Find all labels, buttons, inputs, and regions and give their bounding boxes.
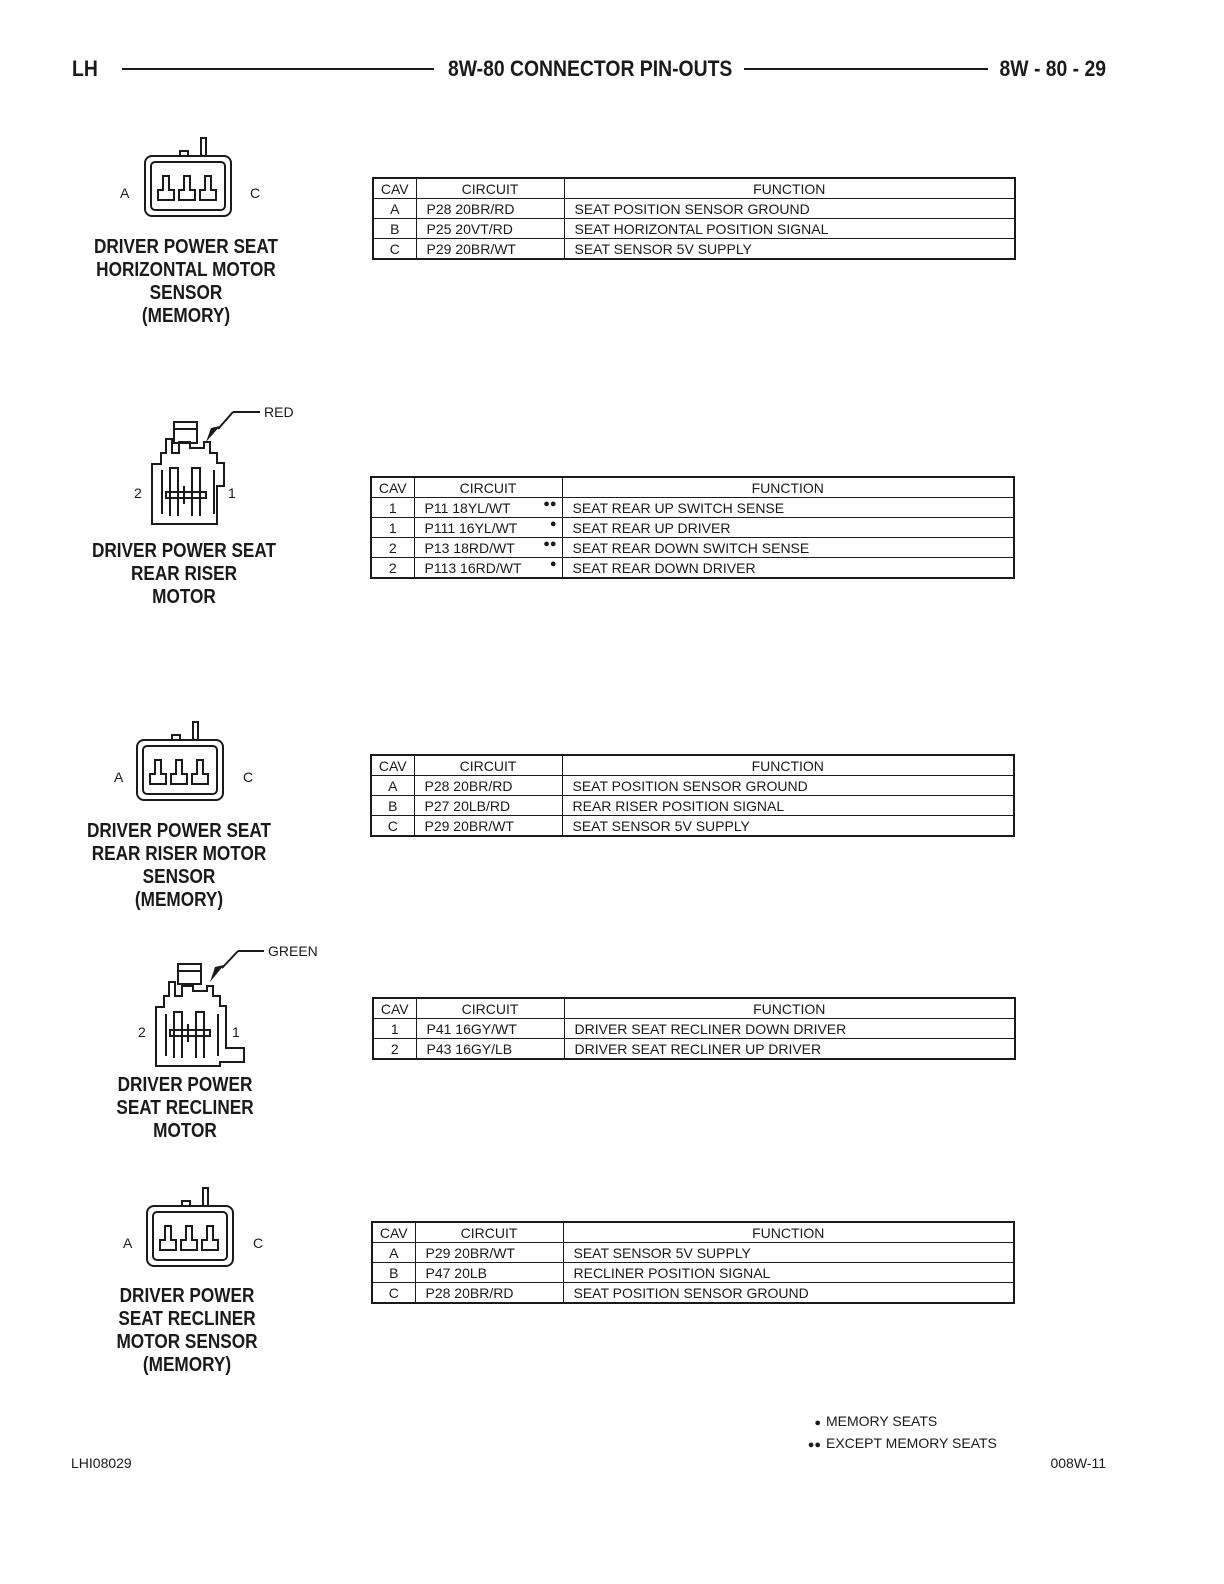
pinout-table <box>370 476 1015 579</box>
col-header-function: FUNCTION <box>564 998 1015 1019</box>
table-row <box>371 518 1014 538</box>
table-row <box>371 558 1014 579</box>
function-cell: SEAT SENSOR 5V SUPPLY <box>564 239 1015 260</box>
function-cell: REAR RISER POSITION SIGNAL <box>562 796 1014 816</box>
legend-text: EXCEPT MEMORY SEATS <box>826 1435 997 1451</box>
caption-line: MOTOR SENSOR <box>116 1331 258 1353</box>
circuit-cell <box>414 498 562 518</box>
pinout-table <box>370 754 1015 837</box>
wire-color-label: RED <box>264 404 294 420</box>
pin-label-left: A <box>123 1235 133 1251</box>
section-code: LH <box>72 56 98 81</box>
table-row <box>372 1263 1014 1283</box>
function-cell: SEAT POSITION SENSOR GROUND <box>562 776 1014 796</box>
connector-2pin-diagram <box>150 944 300 1068</box>
caption-line: HORIZONTAL MOTOR <box>96 259 276 281</box>
except-memory-marker: ●● <box>543 498 557 510</box>
function-cell: RECLINER POSITION SIGNAL <box>563 1263 1014 1283</box>
pin-label-left: 2 <box>138 1024 146 1040</box>
pinout-table <box>372 997 1016 1060</box>
connector-caption <box>75 1285 299 1377</box>
function-cell: DRIVER SEAT RECLINER UP DRIVER <box>564 1039 1015 1060</box>
pin-label-left: A <box>120 185 130 201</box>
cav-cell: C <box>372 1283 415 1304</box>
caption-line: SENSOR <box>142 866 216 888</box>
table-row <box>373 199 1015 219</box>
circuit-cell: P25 20VT/RD <box>416 219 564 239</box>
caption-line: DRIVER POWER SEAT <box>86 820 272 842</box>
connector-caption <box>72 540 296 609</box>
table-row <box>371 538 1014 558</box>
legend-text: MEMORY SEATS <box>826 1413 938 1429</box>
col-header-circuit: CIRCUIT <box>416 998 564 1019</box>
circuit-text: P13 18RD/WT <box>424 539 515 556</box>
caption-line: DRIVER POWER <box>119 1285 255 1307</box>
col-header-cav: CAV <box>373 998 416 1019</box>
circuit-cell: P47 20LB <box>415 1263 563 1283</box>
cav-cell: 2 <box>371 558 414 579</box>
col-header-function: FUNCTION <box>562 477 1014 498</box>
caption-line: MOTOR <box>152 586 216 608</box>
cav-cell: 1 <box>371 498 414 518</box>
function-cell: SEAT POSITION SENSOR GROUND <box>563 1283 1014 1304</box>
cav-cell: 1 <box>373 1019 416 1039</box>
cav-cell: B <box>373 219 416 239</box>
caption-line: (MEMORY) <box>134 889 224 911</box>
circuit-cell: P27 20LB/RD <box>414 796 562 816</box>
circuit-text: P11 18YL/WT <box>424 499 511 516</box>
table-row <box>372 1243 1014 1263</box>
cav-cell: B <box>372 1263 415 1283</box>
function-cell: SEAT REAR DOWN SWITCH SENSE <box>562 538 1014 558</box>
caption-line: DRIVER POWER SEAT <box>93 236 279 258</box>
table-row <box>371 796 1014 816</box>
function-cell: SEAT SENSOR 5V SUPPLY <box>563 1243 1014 1263</box>
circuit-cell <box>414 518 562 538</box>
function-cell: SEAT HORIZONTAL POSITION SIGNAL <box>564 219 1015 239</box>
circuit-cell: P41 16GY/WT <box>416 1019 564 1039</box>
except-memory-marker: ●● <box>543 538 557 550</box>
col-header-cav: CAV <box>371 477 414 498</box>
caption-line: REAR RISER MOTOR <box>91 843 267 865</box>
circuit-cell: P29 20BR/WT <box>415 1243 563 1263</box>
connector-3pin-diagram <box>132 718 232 804</box>
memory-marker: ● <box>814 1417 821 1429</box>
except-memory-marker: ●● <box>807 1439 821 1451</box>
col-header-circuit: CIRCUIT <box>414 755 562 776</box>
table-row <box>371 776 1014 796</box>
col-header-function: FUNCTION <box>564 178 1015 199</box>
circuit-cell: P28 20BR/RD <box>416 199 564 219</box>
col-header-circuit: CIRCUIT <box>416 178 564 199</box>
cav-cell: 2 <box>373 1039 416 1060</box>
page-title: 8W-80 CONNECTOR PIN-OUTS <box>448 56 733 81</box>
connector-3pin-diagram <box>142 1184 242 1270</box>
table-row <box>373 239 1015 260</box>
col-header-circuit: CIRCUIT <box>414 477 562 498</box>
pinout-table <box>371 1221 1015 1304</box>
col-header-function: FUNCTION <box>562 755 1014 776</box>
col-header-cav: CAV <box>371 755 414 776</box>
circuit-text: P111 16YL/WT <box>424 519 518 536</box>
caption-line: DRIVER POWER <box>117 1074 253 1096</box>
memory-marker: ● <box>549 558 557 570</box>
caption-line: SENSOR <box>149 282 223 304</box>
connector-2pin-diagram <box>146 404 296 528</box>
cav-cell: A <box>371 776 414 796</box>
table-row <box>371 498 1014 518</box>
caption-line: (MEMORY) <box>141 305 231 327</box>
caption-line: (MEMORY) <box>142 1354 232 1376</box>
function-cell: DRIVER SEAT RECLINER DOWN DRIVER <box>564 1019 1015 1039</box>
table-row <box>372 1283 1014 1304</box>
circuit-cell: P29 20BR/WT <box>414 816 562 837</box>
circuit-cell <box>414 558 562 579</box>
connector-caption <box>73 1074 297 1143</box>
pinout-table <box>372 177 1016 260</box>
function-cell: SEAT REAR UP SWITCH SENSE <box>562 498 1014 518</box>
wire-color-label: GREEN <box>268 943 318 959</box>
connector-caption <box>74 236 298 328</box>
pin-label-right: C <box>243 769 254 785</box>
table-row <box>371 816 1014 837</box>
cav-cell: 1 <box>371 518 414 538</box>
legend-memory-seats <box>801 1413 937 1429</box>
caption-line: SEAT RECLINER <box>118 1308 256 1330</box>
caption-line: DRIVER POWER SEAT <box>91 540 277 562</box>
function-cell: SEAT SENSOR 5V SUPPLY <box>562 816 1014 837</box>
connector-caption <box>67 820 291 912</box>
caption-line: REAR RISER <box>130 563 238 585</box>
table-row <box>373 1019 1015 1039</box>
function-cell: SEAT REAR UP DRIVER <box>562 518 1014 538</box>
col-header-cav: CAV <box>372 1222 415 1243</box>
table-row <box>373 1039 1015 1060</box>
function-cell: SEAT POSITION SENSOR GROUND <box>564 199 1015 219</box>
caption-line: SEAT RECLINER <box>116 1097 254 1119</box>
circuit-cell: P43 16GY/LB <box>416 1039 564 1060</box>
pin-label-left: 2 <box>134 485 142 501</box>
col-header-function: FUNCTION <box>563 1222 1014 1243</box>
pin-label-right: 1 <box>228 485 236 501</box>
pin-label-right: 1 <box>232 1024 240 1040</box>
circuit-cell <box>414 538 562 558</box>
header-rule-right <box>744 68 988 70</box>
cav-cell: C <box>373 239 416 260</box>
cav-cell: C <box>371 816 414 837</box>
document-id: 008W-11 <box>1050 1455 1106 1471</box>
cav-cell: A <box>373 199 416 219</box>
col-header-circuit: CIRCUIT <box>415 1222 563 1243</box>
page-number: 8W - 80 - 29 <box>999 56 1106 81</box>
pin-label-left: A <box>114 769 124 785</box>
pin-label-right: C <box>253 1235 264 1251</box>
circuit-cell: P28 20BR/RD <box>414 776 562 796</box>
legend-except-memory-seats <box>801 1435 997 1451</box>
connector-3pin-diagram <box>140 134 240 220</box>
cav-cell: A <box>372 1243 415 1263</box>
col-header-cav: CAV <box>373 178 416 199</box>
table-row <box>373 219 1015 239</box>
header-rule-left <box>122 68 434 70</box>
circuit-text: P113 16RD/WT <box>424 559 522 576</box>
cav-cell: 2 <box>371 538 414 558</box>
caption-line: MOTOR <box>153 1120 217 1142</box>
circuit-cell: P28 20BR/RD <box>415 1283 563 1304</box>
pin-label-right: C <box>250 185 261 201</box>
memory-marker: ● <box>549 518 557 530</box>
function-cell: SEAT REAR DOWN DRIVER <box>562 558 1014 579</box>
circuit-cell: P29 20BR/WT <box>416 239 564 260</box>
cav-cell: B <box>371 796 414 816</box>
figure-id: LHI08029 <box>71 1455 132 1471</box>
